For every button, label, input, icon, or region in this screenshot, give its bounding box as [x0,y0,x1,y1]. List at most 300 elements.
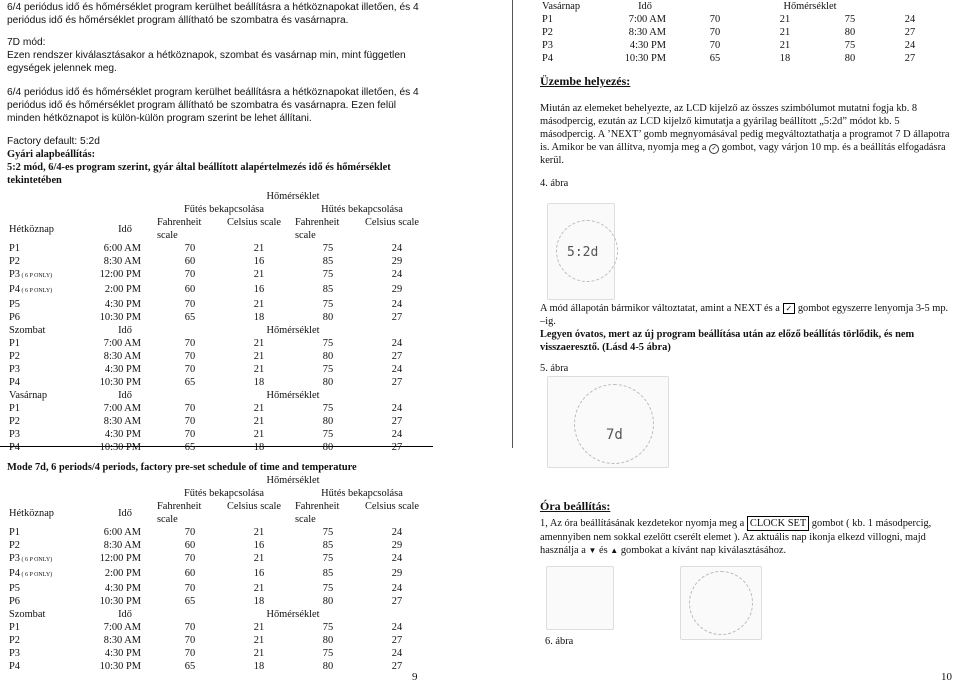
mode-change-text-part1: A mód állapotán bármikor változtatat, amint a NEXT és a [540,303,780,314]
time-cell: 4:30 PM [104,583,141,594]
table-row [7,242,431,255]
period-label: P6 [9,312,20,323]
day-temperature-header: Hőmérséklet [266,390,320,401]
period-label: P1 [9,243,20,254]
installation-text-part2: gombot, vagy várjon 10 mp. és a beállítás elfogadásra kerül. [540,142,946,166]
time-cell: 4:30 PM [104,429,141,440]
factory-default-description: 5:2 mód, 6/4-es program szerint, gyár által beállított alapértelmezés idő és hőmérséklet tekintetében [7,162,391,186]
table-row [7,255,431,268]
value-cell: 24 [391,243,403,254]
day-time-header: Idő [118,609,132,620]
value-cell: 21 [253,583,265,594]
table-row [7,298,431,311]
value-cell: 75 [322,583,334,594]
table-row [7,283,431,298]
period-label: P3 [9,648,20,659]
value-cell: 75 [322,527,334,538]
schedule-table-52 [7,190,431,454]
period-cell [7,567,95,582]
time-cell: 7:00 AM [103,338,141,349]
figure-5-caption: 5. ábra [540,363,569,374]
period-cell [7,311,95,324]
value-cell: 21 [253,243,265,254]
day-time-header: Idő [118,325,132,336]
value-cell: 75 [322,338,334,349]
header-heating: Fűtés bekapcsolása [184,488,264,499]
header-fahrenheit-scale: scale [157,230,178,241]
period-label: P3 [9,429,20,440]
value-cell: 75 [322,648,334,659]
header-weekday: Hétköznap [9,507,55,519]
table-row [7,567,431,582]
lcd-dial-5 [574,384,654,464]
header-fahrenheit [155,500,225,526]
value-cell: 16 [253,284,265,295]
time-cell: 8:30 AM [103,540,141,551]
mode-7d-title: 7D mód: [7,37,46,48]
time-cell: 7:00 AM [103,403,141,414]
value-cell: 21 [253,403,265,414]
period-label: P4 [542,53,553,64]
value-cell: 80 [844,53,856,64]
table-row [540,13,940,26]
day-temperature-header: Hőmérséklet [783,1,837,12]
value-cell: 75 [322,403,334,414]
value-cell: 85 [322,284,334,295]
value-cell: 65 [184,377,196,388]
value-cell: 21 [253,299,265,310]
header-temperature: Hőmérséklet [266,191,320,202]
table-row [7,402,431,415]
period-label: P2 [9,635,20,646]
period-label: P3 [9,269,20,280]
day-label: Szombat [9,325,46,336]
confirm-icon: ✓ [709,144,719,154]
value-cell: 85 [322,256,334,267]
value-cell: 60 [184,256,196,267]
period-note: ( 6 P ONLY) [19,572,53,578]
value-cell: 21 [253,364,265,375]
header-row [7,487,431,500]
period-cell [7,552,95,567]
period-note: ( 6 P ONLY) [19,557,53,563]
table-row [7,634,431,647]
value-cell: 21 [253,553,265,564]
lcd-figure-6-right [680,566,762,640]
up-arrow-icon: ▲ [610,546,619,555]
time-cell: 10:30 PM [99,377,141,388]
period-label: P5 [9,299,20,310]
value-cell: 70 [184,403,196,414]
period-cell [7,242,95,255]
header-row [7,474,431,487]
value-cell: 70 [184,648,196,659]
value-cell: 75 [322,299,334,310]
time-cell: 4:30 PM [104,299,141,310]
time-cell: 2:00 PM [104,568,141,579]
header-fahrenheit [293,500,363,526]
lcd-figure-5 [547,376,669,468]
header-celsius: Celsius scale [227,217,281,228]
period-label: P3 [542,40,553,51]
table-row [7,337,431,350]
table-row [7,415,431,428]
time-cell: 8:30 AM [103,416,141,427]
table-row [7,311,431,324]
value-cell: 70 [184,416,196,427]
mode-7d-schedule-title: Mode 7d, 6 periods/4 periods, factory pre-set schedule of time and temperature [7,462,357,473]
value-cell: 80 [322,661,334,672]
schedule-table-sunday [540,0,940,65]
period-label: P1 [9,403,20,414]
period-cell [7,255,95,268]
period-label: P4 [9,284,20,295]
value-cell: 24 [391,648,403,659]
value-cell: 24 [391,364,403,375]
period-label: P2 [9,351,20,362]
time-cell: 8:30 AM [103,351,141,362]
table-row [7,376,431,389]
installation-title: Üzembe helyezés: [540,74,631,88]
value-cell: 24 [904,40,916,51]
table-row [7,595,431,608]
period-cell [7,595,95,608]
value-cell: 65 [184,596,196,607]
time-cell: 10:30 PM [99,442,141,453]
period-label: P1 [9,338,20,349]
left-column [7,0,427,454]
value-cell: 21 [253,527,265,538]
value-cell: 24 [391,269,403,280]
value-cell: 65 [184,312,196,323]
header-blank [7,190,155,203]
header-fahrenheit-label: Fahrenheit [157,217,202,228]
figure-6-caption: 6. ábra [545,636,574,647]
header-celsius: Celsius scale [227,501,281,512]
header-fahrenheit-scale: scale [295,230,316,241]
value-cell: 75 [322,364,334,375]
time-cell: 4:30 PM [104,648,141,659]
header-row [7,190,431,203]
value-cell: 75 [844,40,856,51]
value-cell: 70 [709,40,721,51]
header-cooling: Hűtés bekapcsolása [321,488,403,499]
value-cell: 21 [779,14,791,25]
factory-default: Factory default: 5:2d [7,136,100,147]
table-row [7,660,431,673]
time-cell: 6:00 AM [103,243,141,254]
value-cell: 75 [844,14,856,25]
schedule-table-7d [7,474,431,673]
value-cell: 80 [322,596,334,607]
header-temperature: Hőmérséklet [266,475,320,486]
value-cell: 27 [391,416,403,427]
value-cell: 21 [779,40,791,51]
value-cell: 21 [779,27,791,38]
table-row [540,26,940,39]
mode-7d-text: Ezen rendszer kiválasztásakor a hétköznapok, szombat és vasárnap min, mint független egységek jelennek meg. [7,50,406,74]
right-column [540,0,950,190]
value-cell: 29 [391,568,403,579]
value-cell: 16 [253,540,265,551]
period-note: ( 6 P ONLY) [19,288,53,294]
table-row [540,52,940,65]
header-time: Idő [118,223,132,235]
value-cell: 24 [391,338,403,349]
value-cell: 70 [184,243,196,254]
intro-paragraph-1: 6/4 periódus idő és hőmérséklet program kerülhet beállításra a hétköznapokat illetően, és 4 periódus idő és hőmérséklet program állítható be szombatra és vasárnapra. [7,2,419,26]
value-cell: 70 [184,622,196,633]
table-row [540,39,940,52]
value-cell: 24 [391,299,403,310]
clock-setting-title: Óra beállítás: [540,499,611,513]
clock-setting-text-part3: és [599,545,608,556]
warning-text: Legyen óvatos, mert az új program beállítása után az előző beállítás törlődik, és nem visszaeresztő. (Lásd 4-5 ábra) [540,329,915,353]
period-label: P2 [9,416,20,427]
value-cell: 27 [391,635,403,646]
value-cell: 65 [184,661,196,672]
header-blank [7,474,155,487]
page-number-right: 10 [941,671,952,683]
value-cell: 80 [322,351,334,362]
header-fahrenheit-label: Fahrenheit [157,501,202,512]
day-label: Szombat [9,609,46,620]
period-label: P4 [9,442,20,453]
day-temperature-header: Hőmérséklet [266,609,320,620]
header-fahrenheit-label: Fahrenheit [295,501,340,512]
clock-set-button: CLOCK SET [747,516,809,531]
value-cell: 21 [253,429,265,440]
time-cell: 12:00 PM [99,553,141,564]
value-cell: 27 [904,27,916,38]
table-row [7,526,431,539]
time-cell: 6:00 AM [103,527,141,538]
lcd-display-7d: 7d [606,427,623,443]
confirm-button-icon: ✓ [783,303,796,314]
value-cell: 75 [322,429,334,440]
period-label: P2 [9,256,20,267]
value-cell: 75 [322,243,334,254]
table-row [7,621,431,634]
table-row [7,350,431,363]
table-row [7,552,431,567]
value-cell: 27 [391,596,403,607]
time-cell: 8:30 AM [103,256,141,267]
day-temperature-header: Hőmérséklet [266,325,320,336]
table-row [7,441,431,454]
value-cell: 85 [322,540,334,551]
value-cell: 65 [709,53,721,64]
time-cell: 2:00 PM [104,284,141,295]
period-label: P2 [542,27,553,38]
period-label: P3 [9,364,20,375]
value-cell: 18 [253,312,265,323]
lcd-display-52d: 5:2d [567,245,599,260]
period-note: ( 6 P ONLY) [19,273,53,279]
value-cell: 60 [184,540,196,551]
value-cell: 80 [322,442,334,453]
value-cell: 24 [904,14,916,25]
period-label: P2 [9,540,20,551]
header-cooling: Hűtés bekapcsolása [321,204,403,215]
header-blank [7,203,155,216]
value-cell: 70 [184,364,196,375]
period-cell [7,268,95,283]
column-divider [512,0,513,448]
period-label: P5 [9,583,20,594]
value-cell: 24 [391,622,403,633]
lcd-dial-6 [689,571,753,635]
header-celsius: Celsius scale [365,501,419,512]
header-heating: Fűtés bekapcsolása [184,204,264,215]
day-header-row [540,0,940,13]
value-cell: 70 [184,635,196,646]
time-cell: 10:30 PM [99,661,141,672]
time-cell: 7:00 AM [628,14,666,25]
mode-change-section [540,302,950,375]
period-cell [7,582,95,595]
value-cell: 70 [184,583,196,594]
value-cell: 80 [322,635,334,646]
header-fahrenheit [293,216,363,242]
value-cell: 16 [253,568,265,579]
value-cell: 80 [322,377,334,388]
header-time: Idő [118,507,132,519]
value-cell: 29 [391,540,403,551]
value-cell: 27 [391,442,403,453]
value-cell: 70 [709,27,721,38]
period-label: P1 [9,622,20,633]
value-cell: 70 [709,14,721,25]
period-cell [7,283,95,298]
down-arrow-icon: ▼ [588,546,597,555]
value-cell: 27 [904,53,916,64]
period-label: P3 [9,553,20,564]
table-row [7,539,431,552]
time-cell: 8:30 AM [628,27,666,38]
value-cell: 29 [391,284,403,295]
header-blank [7,487,155,500]
value-cell: 70 [184,269,196,280]
day-header-row [7,608,431,621]
value-cell: 24 [391,403,403,414]
page-number-left: 9 [412,671,418,683]
value-cell: 70 [184,553,196,564]
value-cell: 70 [184,351,196,362]
table-row [7,582,431,595]
value-cell: 21 [253,648,265,659]
clock-setting-text [540,516,950,557]
figure-4-caption: 4. ábra [540,178,569,189]
value-cell: 21 [253,622,265,633]
value-cell: 18 [253,377,265,388]
time-cell: 10:30 PM [99,596,141,607]
period-label: P1 [9,527,20,538]
period-label: P4 [9,661,20,672]
lcd-figure-4 [547,203,615,300]
value-cell: 27 [391,312,403,323]
header-fahrenheit-scale: scale [157,514,178,525]
clock-setting-text-part4: gombokat a kívánt nap kiválasztásához. [620,545,787,556]
value-cell: 18 [253,661,265,672]
value-cell: 70 [184,527,196,538]
value-cell: 21 [253,338,265,349]
mode-change-text [540,302,950,328]
period-cell [7,298,95,311]
intro-paragraph-2: 6/4 periódus idő és hőmérséklet program kerülhet beállításra a hétköznapokat illetően, és 4 periódus idő és hőmérséklet program állítható be szombatra és vasárnapra. Ezen felül minden hétköznapot is külön-külön program szerint be lehet állítani. [7,87,419,124]
table-row [7,647,431,660]
value-cell: 80 [844,27,856,38]
value-cell: 27 [391,377,403,388]
value-cell: 24 [391,583,403,594]
day-label: Vasárnap [542,1,581,12]
header-celsius: Celsius scale [365,217,419,228]
value-cell: 18 [253,596,265,607]
time-cell: 12:00 PM [99,269,141,280]
value-cell: 65 [184,442,196,453]
time-cell: 4:30 PM [629,40,666,51]
time-cell: 10:30 PM [624,53,666,64]
value-cell: 18 [253,442,265,453]
header-row [7,203,431,216]
value-cell: 80 [322,312,334,323]
value-cell: 29 [391,256,403,267]
value-cell: 24 [391,429,403,440]
day-time-header: Idő [118,390,132,401]
period-cell [7,526,95,539]
value-cell: 60 [184,568,196,579]
value-cell: 70 [184,429,196,440]
value-cell: 24 [391,553,403,564]
clock-setting-section [540,500,950,557]
header-row [7,500,431,526]
factory-default-hu: Gyári alapbeállítás: [7,149,96,160]
mode-change-text-part2: gombot egyszerre lenyomja 3-5 mp. –ig. [540,303,949,327]
value-cell: 27 [391,351,403,362]
value-cell: 80 [322,416,334,427]
time-cell: 4:30 PM [104,364,141,375]
time-cell: 10:30 PM [99,312,141,323]
day-label: Vasárnap [9,390,48,401]
clock-setting-text-part2: gombot ( kb. 1 másodpercig, amennyiben nem sokkal ezelőtt cserélt elemet ). Az aktuális nap ikonja elkezd villogni, majd használja a [540,518,932,556]
value-cell: 85 [322,568,334,579]
header-weekday: Hétköznap [9,223,55,235]
header-row [7,216,431,242]
value-cell: 21 [253,635,265,646]
value-cell: 21 [253,351,265,362]
value-cell: 16 [253,256,265,267]
table-row [7,268,431,283]
value-cell: 21 [253,416,265,427]
day-header-row [7,324,431,337]
bottom-left-section [7,461,432,673]
lcd-figure-6-left [546,566,614,630]
table-row [7,428,431,441]
value-cell: 27 [391,661,403,672]
value-cell: 21 [253,269,265,280]
value-cell: 75 [322,553,334,564]
value-cell: 18 [779,53,791,64]
period-label: P4 [9,568,20,579]
installation-text-part1: Miután az elemeket behelyezte, az LCD kijelző az összes szimbólumot mutatni fogja kb. 8 másodpercig, ezután az LCD kijelző kimutatja a gyárilag beállított „5:2d” módot kb. 5 másodpercig. A ’NEXT’ gomb megnyomásával pedig megváltoztathatja a programot 7 D állapotra is. Amikor be van állítva, nyomja meg a [540,103,950,153]
value-cell: 75 [322,622,334,633]
clock-setting-text-part1: 1, Az óra beállításának kezdetekor nyomja meg a [540,518,745,529]
value-cell: 60 [184,284,196,295]
day-header-row [7,389,431,402]
value-cell: 75 [322,269,334,280]
header-fahrenheit [155,216,225,242]
header-fahrenheit-scale: scale [295,514,316,525]
